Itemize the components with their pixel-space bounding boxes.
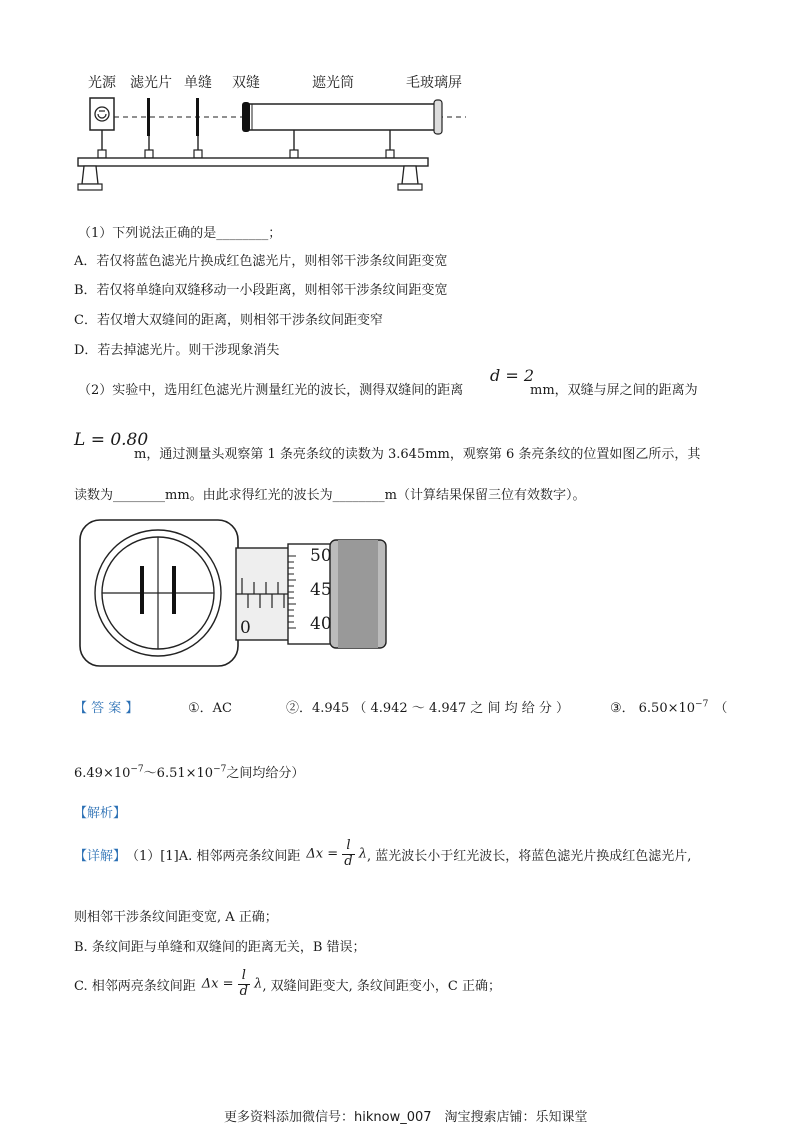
footer-text: 更多资料添加微信号：hiknow_007 淘宝搜索店铺：乐知课堂	[224, 1110, 588, 1125]
option-b: B．若仅将单缝向双缝移动一小段距离，则相邻干涉条纹间距变宽	[74, 283, 448, 298]
apparatus-drawing	[74, 92, 474, 200]
question2-line1-end: mm，双缝与屏之间的距离为	[530, 383, 698, 398]
label-double-slit: 双缝	[232, 75, 260, 91]
label-light-source: 光源	[88, 75, 116, 91]
answer-range: $6.49\times 10^{-7}\sim 6.51\times 10^{-7}$之间均给分）	[74, 764, 305, 781]
detail-line1: 【详解】 （1）[1]A. 相邻两亮条纹间距 Δx = $\frac{l}{d}$ λ , 蓝光波长小于红光波长，将蓝色滤光片换成红色滤光片,	[74, 838, 692, 869]
main-scale-zero: 0	[240, 618, 251, 638]
question2-line3: 读数为________mm。由此求得红光的波长为________m（计算结果保留三位有效数字）。	[74, 488, 586, 503]
answer-tag: 【 答 案 】	[74, 701, 139, 716]
label-filter: 滤光片	[130, 75, 172, 91]
detail-line2: 则相邻干涉条纹间距变宽, A 正确；	[74, 910, 278, 925]
formula-L: L = 0.80	[74, 430, 149, 450]
question1-stem: （1）下列说法正确的是________；	[78, 226, 282, 241]
detail-line4: C. 相邻两亮条纹间距 Δx = $\frac{l}{d}$ λ , 双缝间距变大, 条纹间距变小，C 正确；	[74, 968, 501, 999]
detail-tag: 【详解】	[74, 848, 127, 864]
question2-line2: m，通过测量头观察第 1 条亮条纹的读数为 3.645mm，观察第 6 条亮条纹的位置如图乙所示，其	[134, 447, 701, 462]
formula-delta-x: Δx = $\frac{l}{d}$ λ	[306, 838, 367, 869]
answer-3: ③． $6.50\times 10^{-7}$ （	[610, 699, 728, 716]
scale-label-45: 45	[310, 580, 332, 600]
analysis-tag: 【解析】	[74, 806, 127, 821]
question2-line1	[78, 379, 463, 398]
label-single-slit: 单缝	[184, 75, 212, 91]
formula-delta-x-2: Δx = $\frac{l}{d}$ λ	[201, 968, 263, 999]
option-a: A．若仅将蓝色滤光片换成红色滤光片，则相邻干涉条纹间距变宽	[74, 254, 448, 269]
option-c: C．若仅增大双缝间的距离，则相邻干涉条纹间距变窄	[74, 313, 383, 328]
scale-label-40: 40	[310, 614, 332, 634]
option-d: D．若去掉滤光片。则干涉现象消失	[74, 343, 280, 358]
answer-1: ①．AC	[188, 701, 232, 716]
label-light-tube: 遮光筒	[312, 75, 354, 91]
answer-2: ②．4.945 （ 4.942 ～ 4.947 之 间 均 给 分 ）	[286, 701, 569, 716]
scale-label-50: 50	[310, 546, 332, 566]
question2-line1-start: （2）实验中，选用红色滤光片测量红光的波长，测得双缝间的距离	[78, 383, 464, 398]
label-glass-screen: 毛玻璃屏	[406, 75, 462, 91]
detail-line3: B. 条纹间距与单缝和双缝间的距离无关，B 错误；	[74, 940, 366, 955]
micrometer-figure	[74, 516, 394, 672]
formula-d: d = 2	[490, 366, 534, 385]
